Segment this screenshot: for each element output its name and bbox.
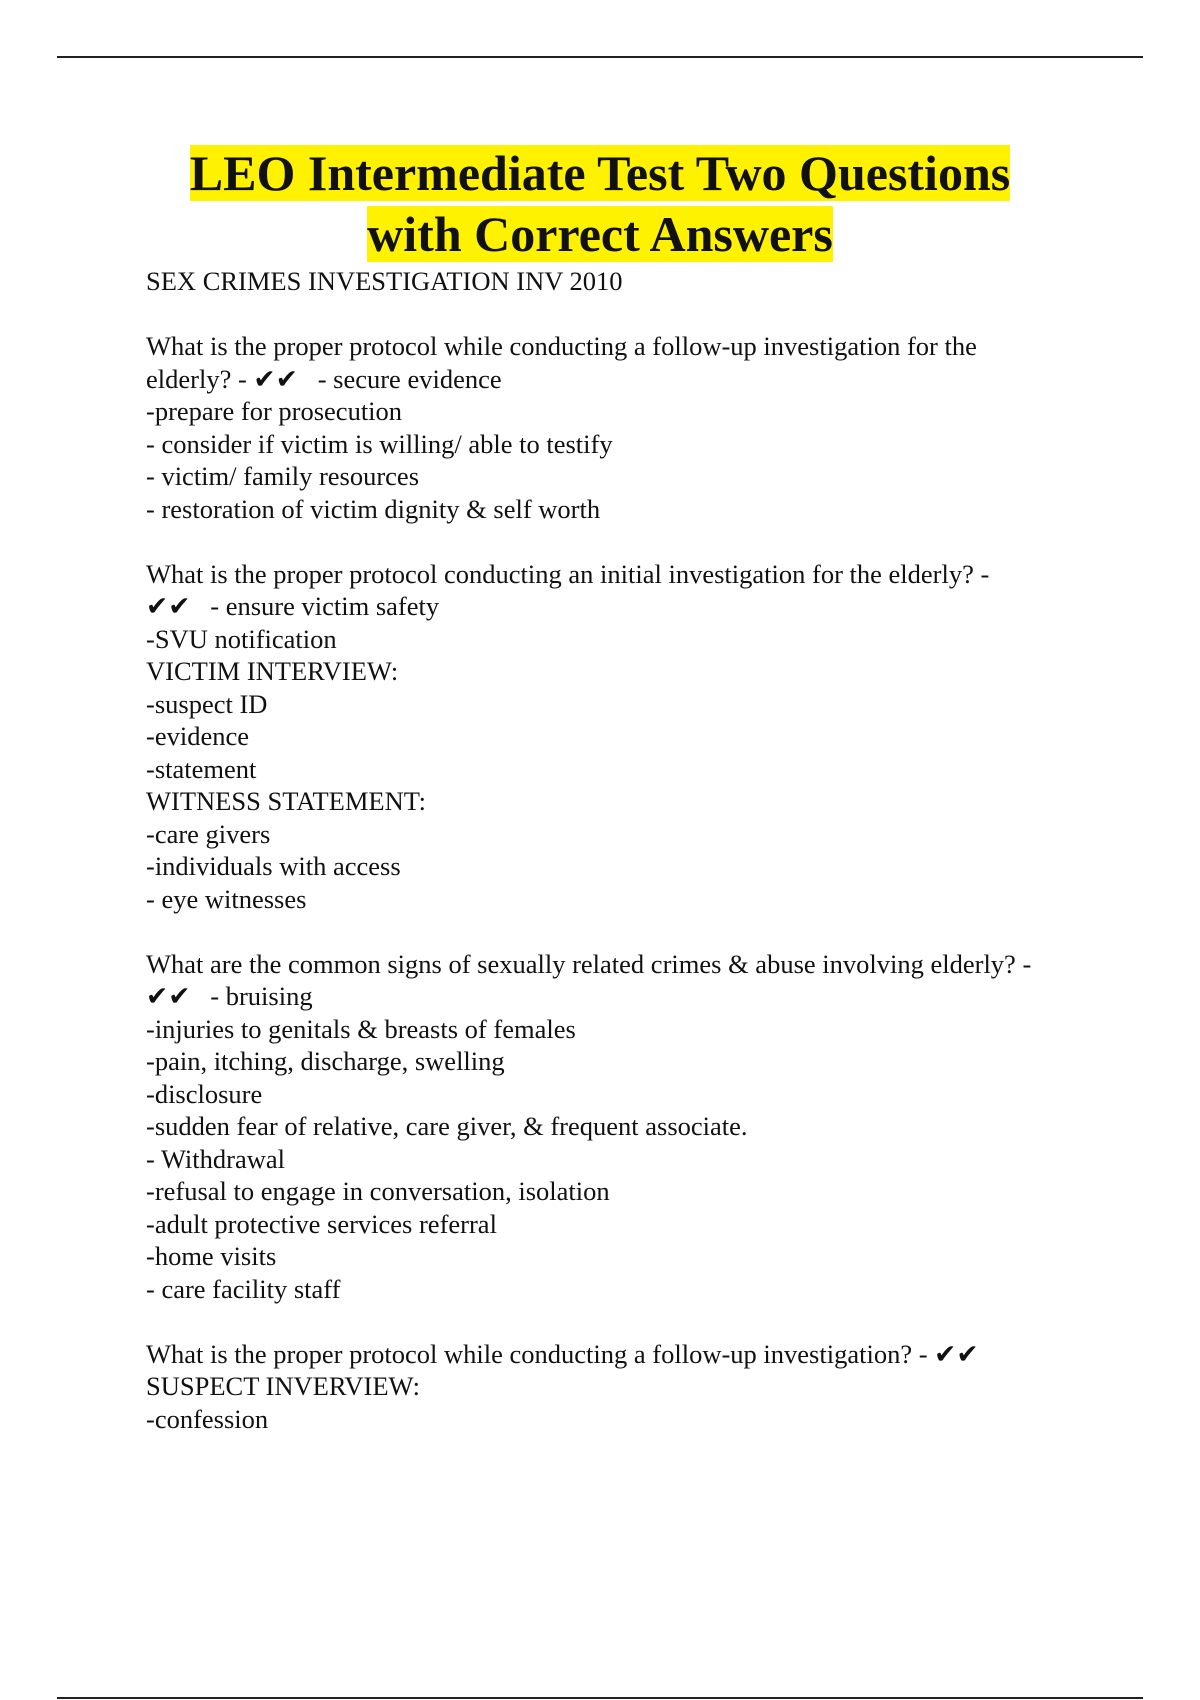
- answer-line: - victim/ family resources: [146, 461, 420, 491]
- answer-line: - eye witnesses: [146, 883, 307, 914]
- answer-line: WITNESS STATEMENT:: [146, 786, 426, 816]
- answer-line: - care facility staff: [146, 1273, 341, 1304]
- title-line-1: LEO Intermediate Test Two Questions: [189, 145, 1011, 201]
- answer-line: -care givers: [146, 818, 271, 849]
- question-line: ✔✔ - ensure victim safety: [146, 591, 440, 621]
- question-line: What are the common signs of sexually related crimes & abuse involving elderly? -: [146, 948, 1032, 979]
- answer-line: - consider if victim is willing/ able to testify: [146, 428, 613, 459]
- answer-line: -SVU notification: [146, 623, 337, 654]
- answer-line: VICTIM INTERVIEW:: [146, 656, 399, 686]
- answer-line: -adult protective services referral: [146, 1208, 497, 1239]
- spacer: [146, 298, 1106, 331]
- question-line: ✔✔ - bruising: [146, 981, 313, 1011]
- spacer: [146, 915, 1106, 948]
- document-body: [146, 265, 1106, 1435]
- answer-line: -sudden fear of relative, care giver, & frequent associate.: [146, 1111, 748, 1141]
- answer-line: -individuals with access: [146, 851, 401, 881]
- answer-line: -disclosure: [146, 1078, 263, 1109]
- qa-block-3: [146, 948, 1106, 1306]
- answer-line: - Withdrawal: [146, 1143, 285, 1174]
- question-line: What is the proper protocol while conducting a follow-up investigation for the: [146, 331, 977, 361]
- answer-line: - restoration of victim dignity & self worth: [146, 493, 601, 524]
- title-line-2: with Correct Answers: [367, 206, 833, 262]
- question-line: elderly? - ✔✔ - secure evidence: [146, 363, 502, 394]
- answer-line: -pain, itching, discharge, swelling: [146, 1046, 505, 1076]
- answer-line: -injuries to genitals & breasts of females: [146, 1013, 576, 1044]
- answer-line: -refusal to engage in conversation, isolation: [146, 1176, 610, 1206]
- answer-line: SUSPECT INVERVIEW:: [146, 1371, 420, 1401]
- top-rule: [57, 56, 1143, 58]
- answer-line: -suspect ID: [146, 688, 268, 719]
- answer-line: -evidence: [146, 721, 249, 751]
- qa-block-2: [146, 558, 1106, 916]
- spacer: [146, 525, 1106, 558]
- page-title: [0, 143, 1200, 265]
- question-line: What is the proper protocol while conducting a follow-up investigation? - ✔✔: [146, 1338, 979, 1369]
- question-line: What is the proper protocol conducting an initial investigation for the elderly? -: [146, 558, 990, 589]
- answer-line: -prepare for prosecution: [146, 396, 403, 426]
- answer-line: -statement: [146, 753, 257, 784]
- answer-line: -confession: [146, 1403, 269, 1434]
- answer-line: -home visits: [146, 1241, 277, 1271]
- subtitle: SEX CRIMES INVESTIGATION INV 2010: [146, 266, 623, 296]
- spacer: [146, 1305, 1106, 1338]
- bottom-rule: [57, 1697, 1143, 1699]
- qa-block-1: [146, 330, 1106, 525]
- qa-block-4: [146, 1338, 1106, 1436]
